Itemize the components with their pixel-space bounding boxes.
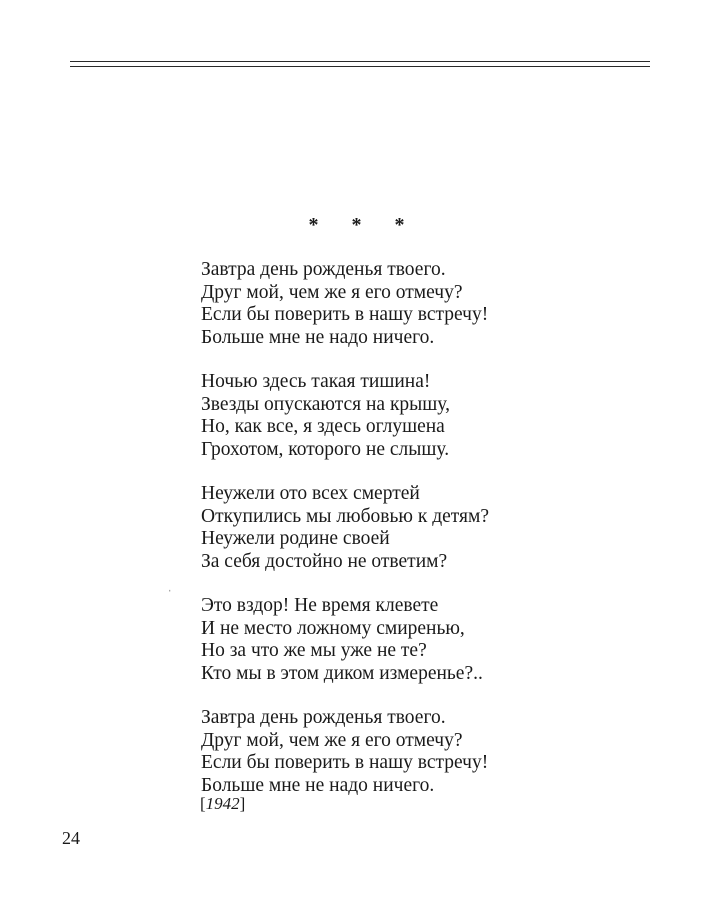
poem-line: Ночью здесь такая тишина! bbox=[201, 371, 431, 392]
date-bracket-open: [ bbox=[200, 794, 206, 813]
poem-line: Кто мы в этом диком измеренье?.. bbox=[201, 662, 483, 684]
poem-line: И не место ложному смиренью, bbox=[201, 617, 465, 639]
stanza-3 bbox=[201, 483, 621, 573]
poem-line: Завтра день рожденья твоего. bbox=[201, 259, 446, 280]
section-ornament: * * * bbox=[308, 214, 419, 236]
poem-line: Неужели ото всех смертей bbox=[201, 483, 420, 504]
header-rule-bottom bbox=[70, 66, 650, 67]
header-rule-top bbox=[70, 61, 650, 62]
stanza-5 bbox=[201, 707, 621, 797]
poem-line: Друг мой, чем же я его отмечу? bbox=[201, 729, 463, 751]
print-speck: ˈ bbox=[168, 588, 172, 600]
poem-line: Больше мне не надо ничего. bbox=[201, 326, 435, 348]
poem-line: Откупились мы любовью к детям? bbox=[201, 505, 489, 527]
stanza-1 bbox=[201, 259, 621, 349]
poem-line: Друг мой, чем же я его отмечу? bbox=[201, 281, 463, 303]
poem-body bbox=[201, 259, 621, 819]
poem-line: Но за что же мы уже не те? bbox=[201, 640, 427, 661]
stanza-4 bbox=[201, 595, 621, 685]
poem-line: Если бы поверить в нашу встречу! bbox=[201, 304, 489, 325]
poem-line: Звезды опускаются на крышу, bbox=[201, 393, 450, 415]
poem-line: Но, как все, я здесь оглушена bbox=[201, 416, 445, 437]
poem-line: Больше мне не надо ничего. bbox=[201, 774, 435, 796]
poem-line: Неужели родине своей bbox=[201, 528, 390, 549]
stanza-2 bbox=[201, 371, 621, 461]
poem-line: За себя достойно не ответим? bbox=[201, 550, 448, 572]
poem-line: Это вздор! Не время клевете bbox=[201, 595, 439, 616]
poem-line: Завтра день рожденья твоего. bbox=[201, 707, 446, 728]
page-number: 24 bbox=[62, 828, 80, 848]
poem-line: Если бы поверить в нашу встречу! bbox=[201, 752, 489, 773]
date-bracket-close: ] bbox=[239, 794, 246, 813]
poem-line: Грохотом, которого не слышу. bbox=[201, 438, 450, 460]
date-year: 1942 bbox=[205, 794, 240, 813]
poem-date bbox=[200, 794, 245, 814]
